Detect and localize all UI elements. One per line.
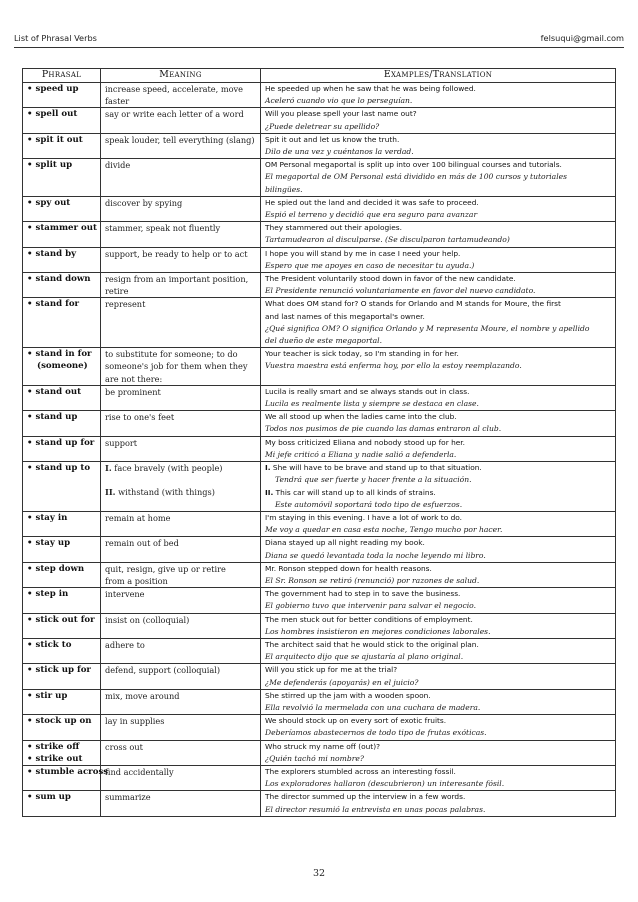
example-english: The architect said that he would stick to the original plan. [265,639,479,649]
phrasal-text: step down [35,563,85,574]
phrasal-text: split up [35,160,73,171]
table-row [23,638,616,663]
phrasal-line [27,411,96,423]
meaning-cell [101,385,261,410]
bullet-icon: • [27,792,33,803]
phrasal-text: stick to [35,639,72,650]
table-row [23,664,616,689]
table-row [23,562,616,587]
spacer [105,474,256,486]
meaning-line: remain out of bed [105,538,179,549]
meaning-cell [101,638,261,663]
meaning-line: support, be ready to help or to act [105,248,248,259]
meaning-cell [101,791,261,816]
example-spanish: Deberíamos abastecernos de todo tipo de frutas exóticas. [265,728,487,738]
meaning-line: say or write each letter of a word [105,109,244,120]
phrasal-line [27,134,96,146]
bullet-icon: • [27,690,33,701]
page-number: 32 [312,868,326,879]
meaning-line: summarize [105,792,151,803]
example-english: We should stock up on every sort of exotic fruits. [265,716,447,726]
example-spanish: El director resumió la entrevista en unas pocas palabras. [265,804,486,814]
phrasal-cell [23,83,101,108]
example-english: My boss criticized Eliana and nobody stood up for her. [265,437,466,447]
phrasal-text: stand for [35,299,80,310]
bullet-icon: • [27,386,33,397]
example-spanish: El arquitecto dijo que se ajustaría al plano original. [265,652,464,662]
meaning-line: find accidentally [105,766,174,777]
phrasal-text: strike out [35,753,83,764]
meaning-cell [101,83,261,108]
phrasal-text: stick out for [35,614,95,625]
meaning-line: someone's job for them when they [105,361,248,372]
meaning-line: defend, support (colloquial) [105,665,221,676]
phrasal-line [27,512,96,524]
example-spanish: Todos nos pusimos de pie cuando las damas entraron al club. [265,424,502,434]
example-spanish: Dilo de una vez y cuéntanos la verdad. [265,147,414,157]
roman-numeral: II. [265,487,274,497]
example-spanish: Me voy a quedar en casa esta noche, Tengo mucho por hacer. [265,525,503,535]
bullet-icon: • [27,109,33,120]
example-spanish: Aceleró cuando vio que lo perseguían. [265,96,413,106]
example-spanish: Espió el terreno y decidió que era seguro para avanzar [265,210,478,220]
meaning-cell [101,511,261,536]
example-spanish: Los exploradores hallaron (descubrieron) un interesante fósil. [265,779,505,789]
table-row [23,411,616,436]
phrasal-cell [23,348,101,386]
meaning-cell [101,664,261,689]
example-spanish: ¿Qué significa OM? O significa Orlando y M representa Moure, el nombre y apellido [265,323,590,333]
example-english: What does OM stand for? O stands for Orlando and M stands for Moure, the first [265,299,561,309]
phrasal-text: spell out [35,109,78,120]
phrasal-line [27,273,96,285]
meaning-line [105,462,256,474]
example-english: and last names of this megaportal's owner. [265,311,425,321]
example-spanish: El Presidente renunció voluntariamente en favor del nuevo candidato. [265,286,536,296]
phrasal-cell [23,562,101,587]
bullet-icon: • [27,741,33,752]
phrasal-text: stand up to [35,463,91,474]
example-cell [261,740,616,765]
bullet-icon: • [27,538,33,549]
phrasal-line [27,588,96,600]
phrasal-text: strike off [35,741,80,752]
table-row [23,791,616,816]
example-english: The explorers stumbled across an interesting fossil. [265,766,456,776]
example-cell [261,638,616,663]
meaning-cell [101,159,261,197]
bullet-icon: • [27,463,33,474]
example-spanish: Mi jefe criticó a Eliana y nadie salió a defenderla. [265,449,457,459]
example-cell [261,247,616,272]
meaning-cell [101,222,261,247]
table-row [23,740,616,765]
phrasal-line [27,537,96,549]
phrasal-text: stumble across [35,766,109,777]
phrasal-line [27,197,96,209]
meaning-line: be prominent [105,386,161,397]
example-cell [261,791,616,816]
phrasal-cell [23,537,101,562]
example-spanish: ¿Me defenderás (apoyarás) en el juicio? [265,677,419,687]
example-english-text: She will have to be brave and stand up to that situation. [272,463,482,473]
example-english: We all stood up when the ladies came into the club. [265,412,457,422]
phrasal-cell [23,411,101,436]
phrasal-text: stock up on [35,716,92,727]
meaning-cell [101,247,261,272]
phrasal-cell [23,715,101,740]
bullet-icon: • [27,716,33,727]
phrasal-line [27,563,96,575]
example-english: Will you please spell your last name out? [265,109,417,119]
bullet-icon: • [27,299,33,310]
meaning-line: mix, move around [105,690,180,701]
phrasal-cell [23,613,101,638]
meaning-line: discover by spying [105,197,183,208]
meaning-cell [101,588,261,613]
bullet-icon: • [27,134,33,145]
example-spanish: ¿Puede deletrear su apellido? [265,121,380,131]
table-row [23,222,616,247]
phrasal-cell [23,196,101,221]
phrasal-cell [23,108,101,133]
example-cell [261,462,616,512]
bullet-icon: • [27,197,33,208]
meaning-line: support [105,437,138,448]
example-cell [261,562,616,587]
example-cell [261,664,616,689]
example-spanish: Lucila es realmente lista y siempre se destaca en clase. [265,399,479,409]
bullet-icon: • [27,639,33,650]
example-cell [261,385,616,410]
bullet-icon: • [27,223,33,234]
example-cell [261,222,616,247]
phrasal-line [27,108,96,120]
bullet-icon: • [27,766,33,777]
meaning-line: faster [105,96,130,107]
table-row [23,83,616,108]
table-row [23,247,616,272]
example-spanish: Ella revolvió la mermelada con una cuchara de madera. [265,702,481,712]
bullet-icon: • [27,753,33,764]
bullet-icon: • [27,512,33,523]
phrasal-line [27,298,96,310]
example-spanish: El gobierno tuvo que intervenir para salvar el negocio. [265,601,476,611]
phrasal-text: stand out [35,386,82,397]
bullet-icon: • [27,274,33,285]
phrasal-cell [23,273,101,298]
meaning-cell [101,715,261,740]
table-row [23,385,616,410]
phrasal-cell [23,791,101,816]
meaning-line: represent [105,299,146,310]
table-row [23,436,616,461]
phrasal-line [27,222,96,234]
example-english: The government had to step in to save the business. [265,589,461,599]
phrasal-cell [23,222,101,247]
example-spanish: Los hombres insistieron en mejores condiciones laborales. [265,626,491,636]
meaning-line: resign from an important position, [105,274,249,285]
table-row [23,689,616,714]
example-spanish: Este automóvil soportará todo tipo de esfuerzos. [275,499,463,509]
example-english: The men stuck out for better conditions of employment. [265,614,473,624]
example-english: She stirred up the jam with a wooden spoon. [265,690,431,700]
column-header-phrasal: Phrasal [23,69,101,83]
example-english: The director summed up the interview in a few words. [265,792,466,802]
example-english: I'm staying in this evening. I have a lot of work to do. [265,512,463,522]
column-header-examples: Examples/Translation [261,69,616,83]
meaning-cell [101,740,261,765]
example-cell [261,83,616,108]
table-row [23,537,616,562]
bullet-icon: • [27,589,33,600]
example-english: OM Personal megaportal is split up into over 100 bilingual courses and tutorials. [265,160,562,170]
bullet-icon: • [27,437,33,448]
phrasal-cell [23,511,101,536]
phrasal-line [27,715,96,727]
meaning-line: quit, resign, give up or retire [105,563,226,574]
bullet-icon: • [27,248,33,259]
bullet-icon: • [27,412,33,423]
meaning-line: from a position [105,575,168,586]
meaning-cell [101,196,261,221]
table-row [23,462,616,512]
table-row [23,715,616,740]
example-cell [261,273,616,298]
example-cell [261,765,616,790]
phrasal-cell [23,462,101,512]
example-english: Spit it out and let us know the truth. [265,134,400,144]
meaning-line: insist on (colloquial) [105,614,190,625]
bullet-icon: • [27,665,33,676]
phrasal-text: stand by [35,248,77,259]
phrasal-cell [23,436,101,461]
phrasal-cell [23,247,101,272]
table-row [23,298,616,348]
table-row [23,613,616,638]
example-cell [261,715,616,740]
example-cell [261,348,616,386]
phrasal-text: (someone) [37,361,88,372]
example-cell [261,108,616,133]
meaning-line: cross out [105,741,143,752]
author-email: felsuqui@gmail.com [540,33,624,43]
column-header-meaning: Meaning [101,69,261,83]
meaning-line: intervene [105,589,145,600]
example-english: Will you stick up for me at the trial? [265,665,398,675]
example-cell [261,133,616,158]
example-spanish: Diana se quedó levantada toda la noche leyendo mi libro. [265,550,486,560]
phrasal-line [27,766,109,778]
bullet-icon: • [27,614,33,625]
meaning-cell [101,348,261,386]
phrasal-text: step in [35,589,69,600]
example-cell [261,411,616,436]
phrasal-cell [23,385,101,410]
table-row [23,108,616,133]
example-cell [261,298,616,348]
example-spanish: bilingües. [265,184,303,194]
meaning-cell [101,562,261,587]
table-row [23,273,616,298]
meaning-line: stammer, speak not fluently [105,223,221,234]
meaning-text: face bravely (with people) [114,463,223,474]
example-spanish: Vuestra maestra está enferma hoy, por ello la estoy reemplazando. [265,361,522,371]
phrasal-cell [23,740,101,765]
phrasal-text: speed up [35,84,79,94]
example-english: Mr. Ronson stepped down for health reasons. [265,563,432,573]
example-english: He spied out the land and decided it was safe to proceed. [265,197,479,207]
roman-numeral: II. [105,487,116,498]
phrasal-line [27,83,96,95]
example-spanish: ¿Quién tachó mi nombre? [265,753,364,763]
meaning-cell [101,133,261,158]
meaning-line: adhere to [105,639,145,650]
meaning-cell [101,298,261,348]
phrasal-line [27,462,96,474]
table-row [23,588,616,613]
header-rule [14,47,624,48]
phrasal-cell [23,689,101,714]
table-row [23,348,616,386]
bullet-icon: • [27,349,33,360]
phrasal-line [27,753,96,765]
example-spanish: del dueño de este megaportal. [265,336,383,346]
meaning-cell [101,273,261,298]
meaning-line: retire [105,286,129,297]
bullet-icon: • [27,160,33,171]
phrasal-text: stay up [35,538,71,549]
example-english [265,462,611,474]
example-cell [261,436,616,461]
example-spanish: El megaportal de OM Personal está dividido en más de 100 cursos y tutoriales [265,172,568,182]
example-english-text: This car will stand up to all kinds of strains. [275,487,436,497]
meaning-line: to substitute for someone; to do [105,349,238,360]
meaning-line: increase speed, accelerate, move [105,84,244,94]
example-english [265,487,611,499]
meaning-cell [101,462,261,512]
example-english: Your teacher is sick today, so I'm standing in for her. [265,349,459,359]
phrasal-line [27,741,96,753]
meaning-line: divide [105,160,131,171]
roman-numeral: I. [105,463,112,474]
phrasal-line [27,159,96,171]
meaning-line: are not there: [105,373,163,384]
phrasal-verbs-table [22,68,616,817]
table-row [23,511,616,536]
phrasal-cell [23,588,101,613]
phrasal-line [27,690,96,702]
document-title: List of Phrasal Verbs [14,33,97,43]
phrasal-line [27,639,96,651]
phrasal-text: stand in for [35,349,92,360]
phrasal-text: spit it out [35,134,83,145]
example-cell [261,537,616,562]
example-english: Diana stayed up all night reading my book. [265,538,425,548]
example-english: The President voluntarily stood down in favor of the new candidate. [265,274,516,284]
meaning-cell [101,411,261,436]
phrasal-line [27,386,96,398]
table-header-row [23,69,616,83]
phrasal-cell [23,664,101,689]
meaning-cell [101,613,261,638]
example-spanish: Tendrá que ser fuerte y hacer frente a la situación. [275,475,472,485]
example-cell [261,196,616,221]
meaning-line: speak louder, tell everything (slang) [105,134,255,145]
meaning-cell [101,436,261,461]
phrasal-text: stand up for [35,437,95,448]
table-row [23,196,616,221]
phrasal-text: stay in [35,512,68,523]
roman-numeral: I. [265,463,271,473]
example-english: He speeded up when he saw that he was being followed. [265,84,476,93]
phrasal-cell [23,133,101,158]
phrasal-text: stick up for [35,665,91,676]
phrasal-text: sum up [35,792,71,803]
phrasal-text: stand down [35,274,91,285]
phrasal-text: stammer out [35,223,97,234]
meaning-cell [101,537,261,562]
example-cell [261,159,616,197]
phrasal-text: stir up [35,690,68,701]
example-english: Lucila is really smart and se always stands out in class. [265,386,470,396]
table-row [23,159,616,197]
phrasal-cell [23,298,101,348]
meaning-text: withstand (with things) [118,487,215,498]
phrasal-line [27,664,96,676]
phrasal-line [27,348,96,360]
phrasal-text: spy out [35,197,71,208]
phrasal-text: stand up [35,412,78,423]
table-row [23,133,616,158]
example-english: I hope you will stand by me in case I need your help. [265,248,461,258]
meaning-line: lay in supplies [105,716,165,727]
phrasal-line [27,437,96,449]
meaning-line [105,486,256,498]
table-row [23,765,616,790]
example-cell [261,689,616,714]
meaning-line: rise to one's feet [105,412,175,423]
example-spanish: Tartamudearon al disculparse. (Se disculparon tartamudeando) [265,235,510,245]
example-cell [261,613,616,638]
meaning-cell [101,108,261,133]
example-spanish: El Sr. Ronson se retiró (renunció) por razones de salud. [265,575,480,585]
phrasal-cell [23,638,101,663]
meaning-cell [101,689,261,714]
phrasal-line [27,614,96,626]
bullet-icon: • [27,563,33,574]
meaning-line: remain at home [105,512,171,523]
example-cell [261,588,616,613]
meaning-cell [101,765,261,790]
phrasal-cell [23,159,101,197]
bullet-icon: • [27,84,33,94]
phrasal-cell [23,765,109,790]
phrasal-line [27,360,96,372]
phrasal-line [27,791,96,803]
phrasal-line [27,248,96,260]
example-spanish: Espero que me apoyes en caso de necesitar tu ayuda.) [265,260,475,270]
example-english: Who struck my name off (out)? [265,741,381,751]
example-cell [261,511,616,536]
example-english: They stammered out their apologies. [265,223,402,233]
